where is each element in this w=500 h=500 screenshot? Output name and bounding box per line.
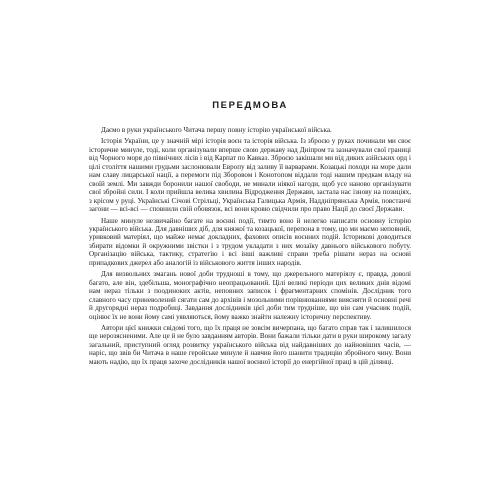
paragraph: Даємо в руки українського Читача першу повну історію української війська.: [101, 126, 332, 134]
preface-text-block: [89, 86, 411, 500]
page-title: ПЕРЕДМОВА: [212, 100, 288, 111]
paragraph: Історія України, це у значній мірі історія воєн та історія війська. Із зброєю у руках починали ми своє історичне минуле, тоді, коли організували вперше свою державу над Дніпром та зазначували свої границі від Чорного моря до північних лісів і від Карпат по Кавказ. Зброєю закішали ми від диких азійських орд і цілі століття нашими грудьми заслонювали Европу від заливу її варварами. Козацькі походи на море дали нам славу лицарської нації, а перемоги під Зборовом і Конотопом віддали тоді нашим предкам владу на своїй землі. Ми завжди боронили нашої свободи, не минали ніякої нагоди, щоб усе наново організувати свої збройні сили. І коли прийшла велика хвилина Відродження Держави, застала нас ізнову на позиціях, з крісом у руці. Українські Січові Стрільці, Українська Галицька Армія, Наддніпрянська Армія, повстанчі загони — всі-всі — сповнили свій обовязок, всі вони кровю свідчили про право Нації до своєї Держави.: [89, 137, 411, 214]
paragraph: Наше минуле незвичайно багате на воєнні події, тимто воно й нелегко написати основну історію українського війська. Для давніших діб, для княжої та козацької, перепона в тому, що ми маємо неповний, уривковий матеріял, що майже немає докладних, фахових описів воєнних подій. Історикові доводиться збирати відомки й окружними звістки і з трудом укладати з них мозаїку давнього військового побуту. Організацію війська, тактику, стратегію і всі інші важливі справи треба рішати нераз на основі припадкових джерел або аналогій із військового життя інших народів.: [89, 216, 411, 267]
paragraph: Для визвольних змагань нової доби трудноші в тому, що джерельного матеріялу є, правда, доволі багато, але він, здебільша, монографічно неопрацьований. Цілі великі періоди цих великих днів відомі нам нераз тільки з поодиноких актів, неповних записок і фрагментарних спомінів. Дослідник того славного часу приневолений сягати сам до архівів і мозольними порівнюваннями виясняти й основні речі й другорядні нераз подробиці. Завдання дослідників цієї доби тим трудніше, що він сам учасник подій, оцінює їх не вони йому самі уявляються, йому важко знайти належну історичну перспективу.: [89, 270, 411, 321]
paragraph: Автори цієї книжки свідомі того, що їх праця не зовсім вичерпана, що багато справ так і залишилося ще нерозясненими. Але це й не було завданням авторів. Вони бажали тільки дати в руки широкому загалу загальний, приступний огляд розвитку українського війська від найдавніших до найновіших часів, — наріс, що звів би Читача в наше геройське минуле й навчив його шанити традицію збройного чину. Вони мають надію, що їх праця захоче дослідників нашої воєнної історії до енергійної праці в цій ділянці.: [89, 323, 411, 366]
